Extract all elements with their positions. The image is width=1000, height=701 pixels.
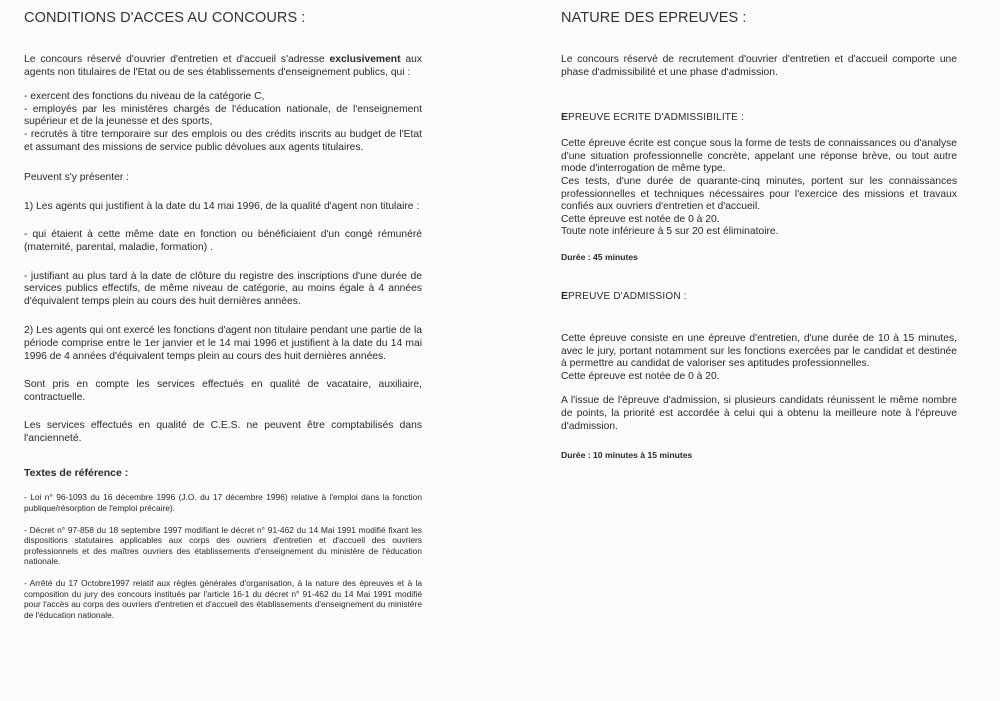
condition-1a: - qui étaient à cette même date en fonction ou bénéficiaient d'un congé rémunéré (maternité, parental, maladie, formation) . <box>24 229 422 253</box>
written-test-eliminatory: Toute note inférieure à 5 sur 20 est éliminatoire. <box>561 226 779 238</box>
condition-1b: - justifiant au plus tard à la date de clôture du registre des inscriptions d'une durée de services publics effectifs, de même niveau de catégorie, au moins égale à 4 années d'équivalent temps plein au cours des huit dernières années. <box>24 270 422 307</box>
conditions-intro: Le concours réservé d'ouvrier d'entretien et d'accueil s'adresse exclusivement aux agents non titulaires de l'Etat ou de ses établissements d'enseignement publics, qui : <box>24 54 423 78</box>
admission-tiebreak: A l'issue de l'épreuve d'admission, si plusieurs candidats réunissent le même nombre de points, la priorité est accordée à celui qui a obtenu la meilleure note à l'épreuve d'admission. <box>561 395 957 432</box>
condition-2: 2) Les agents qui ont exercé les fonctions d'agent non titulaire pendant une partie de la période comprise entre le 1er janvier et le 14 mai 1996 et justifient à la date du 14 mai 1996 de 4 années d'équivalent temps plein au cours des huit dernières années. <box>24 325 422 362</box>
services-paragraph: Sont pris en compte les services effectués en qualité de vacataire, auxiliaire, contractuelle. <box>24 379 422 403</box>
bullet-item: - exercent des fonctions du niveau de la catégorie C, <box>24 91 265 103</box>
right-column <box>561 0 957 460</box>
written-test-grading: Cette épreuve est notée de 0 à 20. <box>561 213 720 225</box>
reference-item: - Arrêté du 17 Octobre1997 relatif aux règles générales d'organisation, à la nature des épreuves et à la composition du jury des concours institués par l'article 16-1 du décret n° 91-462 du 14 Mai 1991 modifié pour l'accès au corps des ouvriers d'entretien et d'accueil des établissements d'enseignement du ministère de l'éducation nationale. <box>24 578 422 620</box>
written-test-heading: EPREUVE ECRITE D'ADMISSIBILITE : <box>561 111 744 124</box>
admission-grading: Cette épreuve est notée de 0 à 20. <box>561 370 720 382</box>
written-test-details: Ces tests, d'une durée de quarante-cinq minutes, portent sur les connaissances professionnelles et techniques nécessaires pour l'exercice des missions et travaux confiés aux ouvriers d'entretien et d'accueil. <box>561 175 957 213</box>
epreuves-intro: Le concours réservé de recrutement d'ouvrier d'entretien et d'accueil comporte une phase d'admissibilité et une phase d'admission. <box>561 54 957 78</box>
condition-1: 1) Les agents qui justifient à la date du 14 mai 1996, de la qualité d'agent non titulaire : <box>24 200 420 212</box>
conditions-heading: CONDITIONS D'ACCES AU CONCOURS : <box>24 10 306 26</box>
bullet-item: - recrutés à titre temporaire sur des emplois ou des crédits inscrits au budget de l'Etat et assumant des missions de service public dévolues aux agents titulaires. <box>24 128 422 153</box>
admission-description: Cette épreuve consiste en une épreuve d'entretien, d'une durée de 10 à 15 minutes, avec le jury, portant notamment sur les fonctions exercées par le candidat et destinée à permettre au candidat de valoriser ses aptitudes professionnelles. <box>561 332 957 370</box>
ces-paragraph: Les services effectués en qualité de C.E.S. ne peuvent être comptabilisés dans l'ancienneté. <box>24 420 422 444</box>
written-test-duration: Durée : 45 minutes <box>561 251 638 262</box>
peuvent-label: Peuvent s'y présenter : <box>24 172 129 184</box>
admission-duration: Durée : 10 minutes à 15 minutes <box>561 450 693 461</box>
reference-item: - Décret n° 97-858 du 18 septembre 1997 modifiant le décret n° 91-462 du 14 Mai 1991 modifié fixant les dispositions statutaires applicables aux corps des ouvriers d'entretien et d'accueil des ouvriers professionnels et des maîtres ouvriers des établissements d'enseignement du ministère de l'éducation nationale. <box>24 524 422 567</box>
bullet-item: - employés par les ministères chargés de l'éducation nationale, de l'enseignement supérieur et de la jeunesse et des sports, <box>24 103 422 128</box>
epreuves-heading: NATURE DES EPREUVES : <box>561 10 747 26</box>
left-column <box>24 0 422 620</box>
references-list <box>24 492 422 620</box>
references-heading: Textes de référence : <box>24 467 129 480</box>
admission-heading: EPREUVE D'ADMISSION : <box>561 289 687 302</box>
reference-item: - Loi n° 96-1093 du 16 décembre 1996 (J.O. du 17 décembre 1996) relative à l'emploi dans la fonction publique/résorption de l'emploi précaire). <box>24 492 422 514</box>
written-test-description: Cette épreuve écrite est conçue sous la forme de tests de connaissances ou d'analyse d'une situation professionnelle concrète, appelant une réponse brève, ou tout autre mode d'interrogation de même type. <box>561 138 957 175</box>
intro-emphasis: exclusivement <box>329 54 401 65</box>
